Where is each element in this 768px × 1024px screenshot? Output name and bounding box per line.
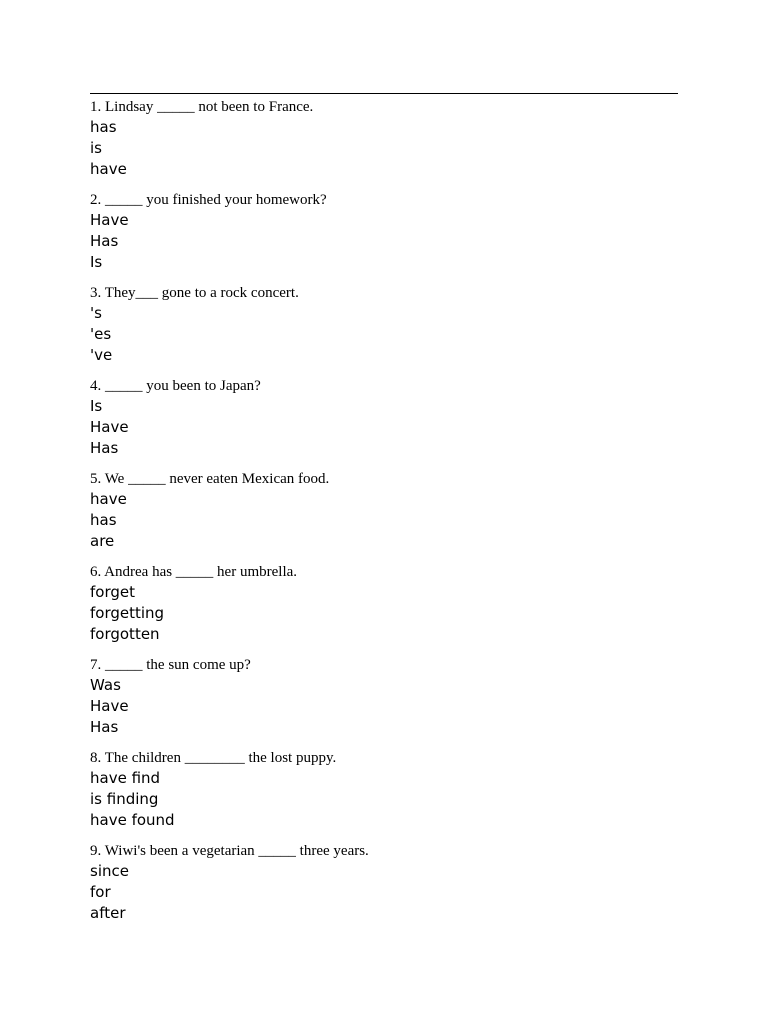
question-1 bbox=[90, 97, 678, 180]
answer-option[interactable]: have bbox=[90, 160, 127, 178]
question-text: 6. Andrea has _____ her umbrella. bbox=[90, 564, 298, 580]
question-5 bbox=[90, 469, 678, 552]
answer-option[interactable]: Was bbox=[90, 676, 121, 694]
question-text: 2. _____ you finished your homework? bbox=[90, 192, 327, 208]
answer-option[interactable]: is bbox=[90, 139, 102, 157]
answer-option[interactable]: Have bbox=[90, 211, 129, 229]
question-2 bbox=[90, 190, 678, 273]
question-6 bbox=[90, 562, 678, 645]
answer-option[interactable]: is finding bbox=[90, 790, 159, 808]
answer-option[interactable]: have find bbox=[90, 769, 161, 787]
question-text: 7. _____ the sun come up? bbox=[90, 657, 251, 673]
answer-option[interactable]: forgetting bbox=[90, 604, 165, 622]
answer-option[interactable]: forget bbox=[90, 583, 135, 601]
answer-option[interactable]: Is bbox=[90, 397, 103, 415]
answer-option[interactable]: Have bbox=[90, 418, 129, 436]
answer-option[interactable]: Is bbox=[90, 253, 103, 271]
top-divider bbox=[90, 93, 678, 94]
question-text: 5. We _____ never eaten Mexican food. bbox=[90, 471, 330, 487]
question-list bbox=[90, 97, 678, 924]
answer-option[interactable]: Have bbox=[90, 697, 129, 715]
question-text: 8. The children ________ the lost puppy. bbox=[90, 750, 337, 766]
answer-option[interactable]: forgotten bbox=[90, 625, 160, 643]
answer-option[interactable]: have found bbox=[90, 811, 175, 829]
answer-option[interactable]: for bbox=[90, 883, 111, 901]
answer-option[interactable]: Has bbox=[90, 718, 119, 736]
answer-option[interactable]: after bbox=[90, 904, 126, 922]
question-4 bbox=[90, 376, 678, 459]
answer-option[interactable]: Has bbox=[90, 439, 119, 457]
answer-option[interactable]: have bbox=[90, 490, 127, 508]
answer-option[interactable]: are bbox=[90, 532, 115, 550]
worksheet-page bbox=[90, 93, 678, 934]
question-text: 9. Wiwi's been a vegetarian _____ three years. bbox=[90, 843, 369, 859]
answer-option[interactable]: since bbox=[90, 862, 129, 880]
question-text: 1. Lindsay _____ not been to France. bbox=[90, 99, 314, 115]
answer-option[interactable]: 'es bbox=[90, 325, 112, 343]
question-9 bbox=[90, 841, 678, 924]
answer-option[interactable]: has bbox=[90, 511, 117, 529]
question-3 bbox=[90, 283, 678, 366]
answer-option[interactable]: Has bbox=[90, 232, 119, 250]
question-text: 3. They___ gone to a rock concert. bbox=[90, 285, 299, 301]
answer-option[interactable]: has bbox=[90, 118, 117, 136]
question-8 bbox=[90, 748, 678, 831]
question-7 bbox=[90, 655, 678, 738]
question-text: 4. _____ you been to Japan? bbox=[90, 378, 261, 394]
answer-option[interactable]: 's bbox=[90, 304, 102, 322]
answer-option[interactable]: 've bbox=[90, 346, 113, 364]
